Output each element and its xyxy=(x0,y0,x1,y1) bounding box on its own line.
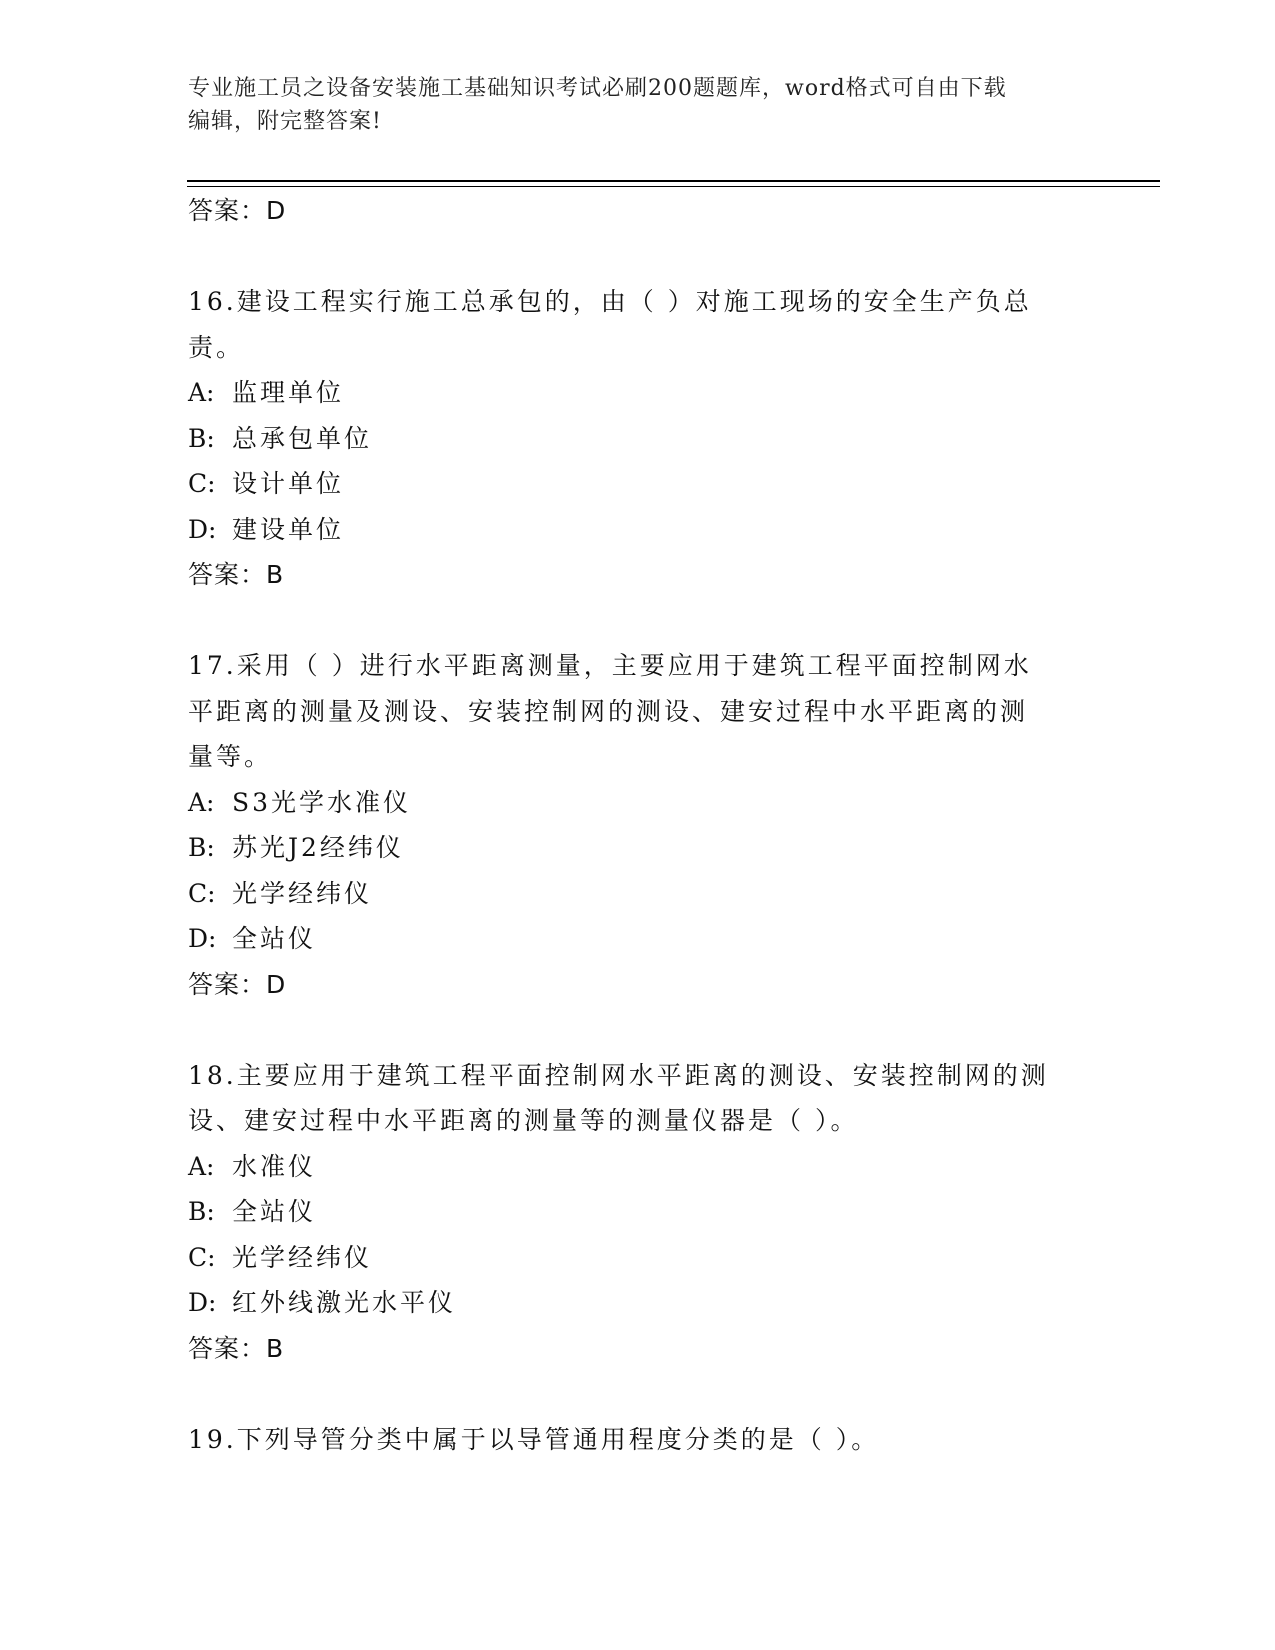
question-text-line: 17.采用（ ）进行水平距离测量，主要应用于建筑工程平面控制网水 xyxy=(188,651,1032,680)
option-label: B: xyxy=(188,423,215,453)
option-a xyxy=(188,1144,1078,1190)
document-header xyxy=(188,72,1068,138)
option-label: A: xyxy=(188,378,215,407)
option-label: D: xyxy=(188,1288,217,1317)
header-rule-thick xyxy=(187,180,1160,182)
question-text-line: 19.下列导管分类中属于以导管通用程度分类的是（ ）。 xyxy=(188,1424,880,1454)
option-b xyxy=(188,1189,1078,1235)
option-text: 苏光J2经纬仪 xyxy=(232,833,404,862)
option-text: 全站仪 xyxy=(232,1197,317,1226)
question-text-line: 16.建设工程实行施工总承包的，由（ ）对施工现场的安全生产负总 xyxy=(188,287,1032,316)
option-label: C: xyxy=(188,878,216,908)
question-list xyxy=(188,188,1078,1462)
option-label: D: xyxy=(188,924,217,953)
question-19 xyxy=(188,1417,1078,1463)
question-16 xyxy=(188,279,1078,598)
option-text: 光学经纬仪 xyxy=(232,1242,373,1272)
option-label: C: xyxy=(188,469,216,498)
question-text-line: 平距离的测量及测设、安装控制网的测设、建安过程中水平距离的测 xyxy=(188,696,1029,726)
option-label: A: xyxy=(188,1151,215,1181)
question-17 xyxy=(188,643,1078,1007)
option-text: 全站仪 xyxy=(232,924,317,953)
option-c xyxy=(188,461,1078,507)
question-text-line: 责。 xyxy=(188,332,245,362)
option-text: 建设单位 xyxy=(232,514,345,544)
header-line-2: 编辑，附完整答案! xyxy=(188,109,382,134)
answer-line: 答案：D xyxy=(188,196,287,225)
option-text: 监理单位 xyxy=(232,378,345,407)
option-label: A: xyxy=(188,787,215,817)
answer-line: 答案：B xyxy=(188,1333,285,1363)
option-text: 水准仪 xyxy=(232,1151,317,1181)
option-a xyxy=(188,370,1078,416)
answer-line: 答案：D xyxy=(188,969,287,999)
question-text-line: 设、建安过程中水平距离的测量等的测量仪器是（ ）。 xyxy=(188,1106,859,1135)
option-a xyxy=(188,780,1078,826)
option-text: 光学经纬仪 xyxy=(232,878,373,908)
option-d xyxy=(188,916,1078,962)
option-d xyxy=(188,507,1078,553)
option-b xyxy=(188,825,1078,871)
header-rule-thin xyxy=(187,186,1160,187)
option-d xyxy=(188,1280,1078,1326)
option-text: 总承包单位 xyxy=(232,423,373,453)
option-text: 红外线激光水平仪 xyxy=(232,1288,457,1317)
option-label: B: xyxy=(188,1197,215,1226)
question-text-line: 18.主要应用于建筑工程平面控制网水平距离的测设、安装控制网的测 xyxy=(188,1060,1049,1090)
question-18 xyxy=(188,1053,1078,1372)
option-label: D: xyxy=(188,514,217,544)
option-text: S3光学水准仪 xyxy=(232,787,412,817)
header-line-1: 专业施工员之设备安装施工基础知识考试必刷200题题库，word格式可自由下载 xyxy=(188,76,1007,101)
option-b xyxy=(188,416,1078,462)
option-c xyxy=(188,1235,1078,1281)
option-label: B: xyxy=(188,833,215,862)
option-text: 设计单位 xyxy=(232,469,345,498)
question-text-line: 量等。 xyxy=(188,742,273,771)
answer-line: 答案：B xyxy=(188,560,285,589)
option-label: C: xyxy=(188,1242,216,1272)
option-c xyxy=(188,871,1078,917)
